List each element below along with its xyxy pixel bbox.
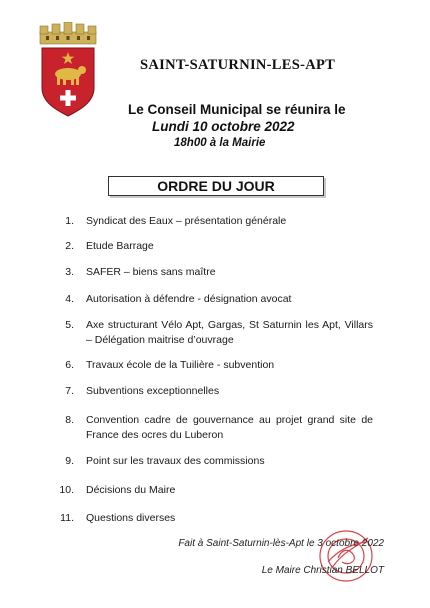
meeting-time-place: 18h00 à la Mairie — [174, 137, 266, 149]
item-text: Point sur les travaux des commissions — [86, 455, 265, 467]
item-number: 2. — [65, 240, 74, 252]
mayor-signature-line: Le Maire Christian BELLOT — [261, 565, 384, 576]
meeting-date: Lundi 10 octobre 2022 — [152, 119, 295, 134]
item-text: Syndicat des Eaux – présentation générale — [86, 215, 287, 227]
item-number: 1. — [65, 215, 74, 227]
item-number: 11. — [60, 512, 74, 524]
item-number: 7. — [65, 385, 74, 397]
item-text: Axe structurant Vélo Apt, Gargas, St Saturnin les Apt, Villars – Délégation maitrise d’ouvrage — [86, 319, 373, 346]
announcement-line: Le Conseil Municipal se réunira le — [128, 102, 346, 117]
item-text: Travaux école de la Tuilière - subvention — [86, 359, 275, 371]
item-text: Décisions du Maire — [86, 484, 176, 496]
item-text: Questions diverses — [86, 512, 176, 524]
place-date-line: Fait à Saint-Saturnin-lès-Apt le 3 octobre 2022 — [178, 538, 384, 549]
item-text: Subventions exceptionnelles — [86, 385, 220, 397]
item-text: Convention cadre de gouvernance au projet grand site de France des ocres du Luberon — [86, 414, 373, 441]
item-text: Etude Barrage — [86, 240, 154, 252]
item-number: 4. — [65, 293, 74, 305]
item-number: 5. — [65, 319, 74, 331]
item-text: SAFER – biens sans maître — [86, 266, 216, 278]
item-number: 10. — [59, 484, 74, 496]
item-number: 9. — [65, 455, 74, 467]
item-text: Autorisation à défendre - désignation avocat — [86, 293, 292, 305]
commune-name: SAINT-SATURNIN-LES-APT — [140, 57, 336, 73]
agenda-title: ORDRE DU JOUR — [108, 176, 324, 196]
item-number: 8. — [65, 414, 74, 426]
item-number: 6. — [65, 359, 74, 371]
item-number: 3. — [65, 266, 74, 278]
